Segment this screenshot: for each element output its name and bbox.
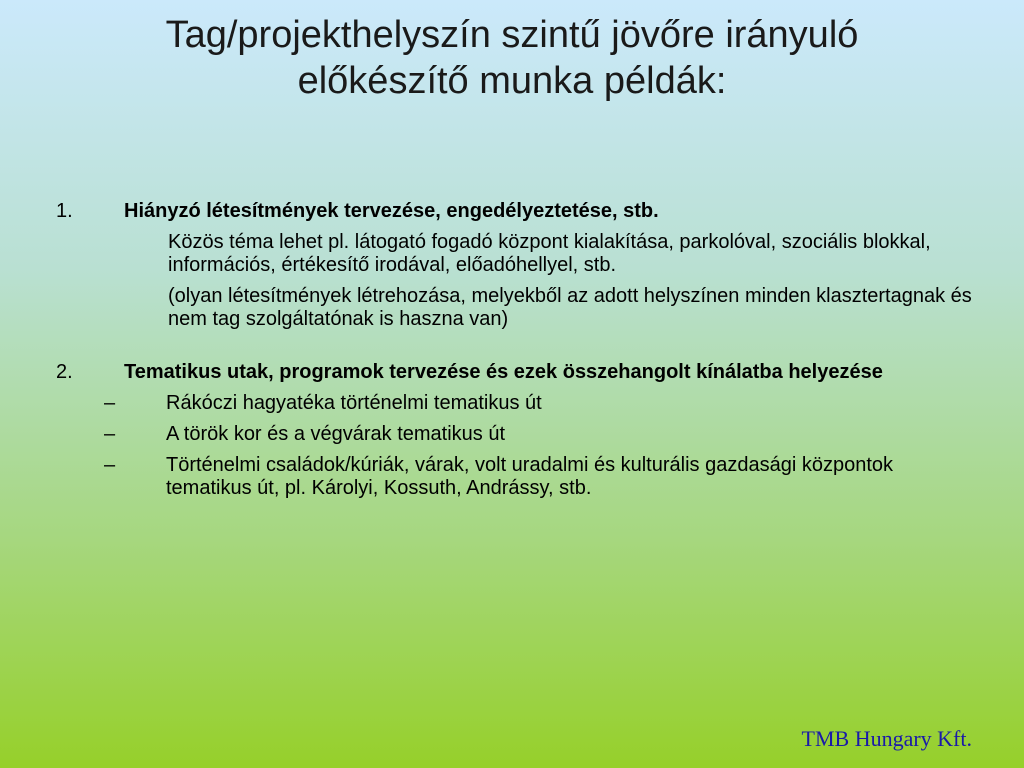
sub-bullet (56, 392, 976, 415)
sub-bullet-text: Történelmi családok/kúriák, várak, volt uradalmi és kulturális gazdasági központok tematikus út, pl. Károlyi, Kossuth, Andrássy, stb. (166, 454, 894, 499)
list-item-heading: Hiányzó létesítmények tervezése, engedélyeztetése, stb. (124, 200, 659, 222)
sub-bullet-list (56, 392, 976, 500)
sub-bullet (56, 423, 976, 446)
dash-marker: – (104, 392, 116, 414)
sub-bullet-text: A török kor és a végvárak tematikus út (166, 423, 506, 445)
list-item-paragraph: Közös téma lehet pl. látogató fogadó központ kialakítása, parkolóval, szociális blokkal, információs, értékesítő irodával, előadóhellyel, stb. (168, 231, 931, 276)
slide-title (40, 12, 984, 104)
list-item-heading: Tematikus utak, programok tervezése és ezek összehangolt kínálatba helyezése (124, 361, 883, 383)
sub-bullet (56, 454, 976, 500)
list-item-number: 2. (56, 361, 73, 383)
slide-title-line-1: Tag/projekthelyszín szintű jövőre irányuló (165, 14, 859, 56)
dash-marker: – (104, 454, 116, 476)
sub-bullet-text: Rákóczi hagyatéka történelmi tematikus út (166, 392, 542, 414)
footer-company: TMB Hungary Kft. (801, 726, 972, 751)
dash-marker: – (104, 423, 116, 445)
list-item-paragraph: (olyan létesítmények létrehozása, melyekből az adott helyszínen minden klasztertagnak és nem tag szolgáltatónak is haszna van) (168, 285, 972, 330)
slide-title-line-2: előkészítő munka példák: (297, 60, 727, 102)
list-item-number: 1. (56, 200, 73, 222)
slide-content (56, 200, 976, 500)
list-item-2 (56, 361, 976, 384)
list-item-1 (56, 200, 976, 331)
